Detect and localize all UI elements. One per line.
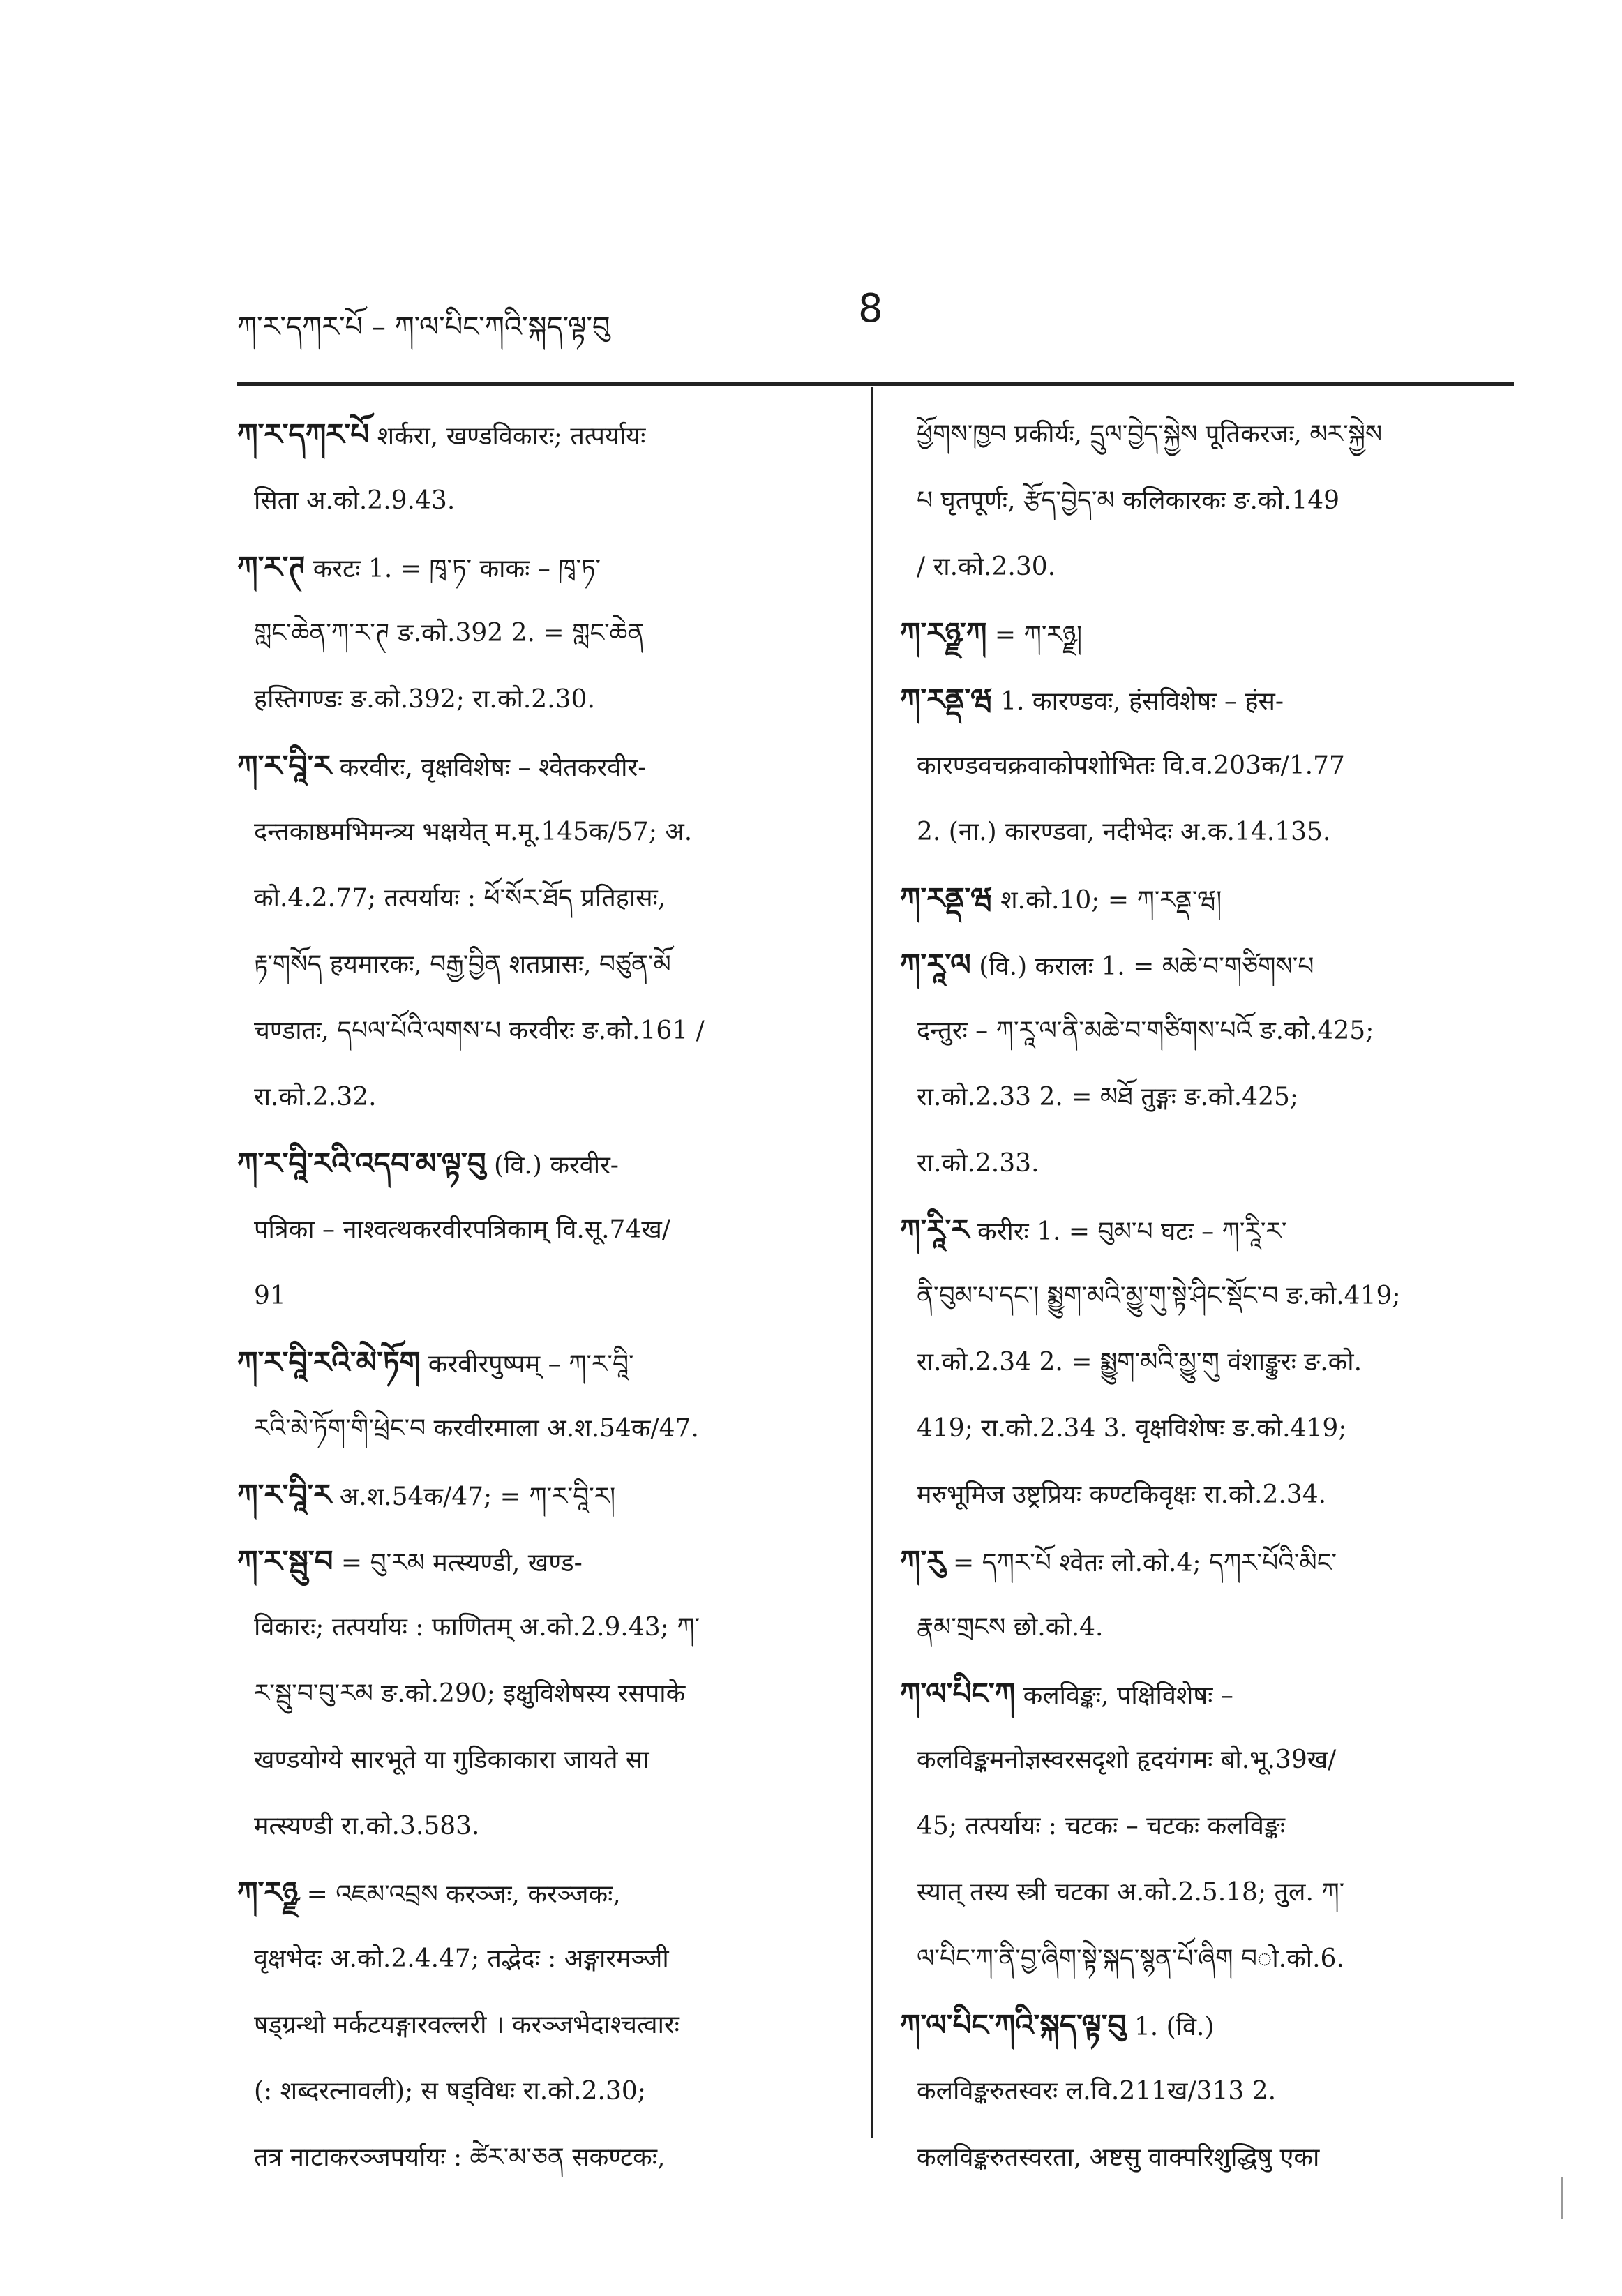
continuation-line <box>237 1793 851 1859</box>
entry-text: རྣམ་གྲངས छो.को.4. <box>917 1613 1104 1642</box>
entry-text: खण्डयोग्ये सारभूते या गुडिकाकारा जायते सा <box>254 1746 649 1774</box>
continuation-line <box>237 2058 851 2124</box>
column-divider <box>871 387 873 2138</box>
entry-text: གླང་ཆེན་ཀ་ར་ཊ ङ.को.392 2. = གླང་ཆེན <box>254 619 645 647</box>
continuation-line <box>900 467 1514 534</box>
continuation-line <box>237 1926 851 1992</box>
continuation-line <box>900 1462 1514 1528</box>
entry-text: विकारः; तत्पर्यायः : फाणितम् अ.को.2.9.43; ཀ་ <box>254 1613 700 1642</box>
entry-text: करवीरः, वृक्षविशेषः – श्वेतकरवीर- <box>339 753 647 782</box>
entry-text: = བུ་རམ मत्स्यण्डी, खण्ड- <box>340 1549 583 1577</box>
entry-text: कारण्डवचक्रवाकोपशोभितः वि.व.203क/1.77 <box>917 751 1345 780</box>
headword: ཀ་ར་སྦུ་བ <box>237 1544 333 1578</box>
continuation-line <box>900 1395 1514 1462</box>
entry-text: दन्तकाष्ठमभिमन्त्र्य भक्षयेत् म.मू.145क/57; अ. <box>254 818 693 846</box>
entry-text: वृक्षभेदः अ.को.2.4.47; तद्भेदः : अङ्गारमञ्जी <box>254 1944 669 1973</box>
continuation-line <box>900 1727 1514 1793</box>
entry-line <box>237 401 851 467</box>
entry-text: 2. (ना.) कारण्डवा, नदीभेदः अ.क.14.135. <box>917 818 1331 846</box>
entry-text: 91 <box>254 1282 286 1310</box>
headword: ཀ་རནྡ་ཝ <box>900 682 993 716</box>
headword: ཀ་རུ <box>900 1544 945 1578</box>
entry-text: རའི་མེ་ཏོག་གི་ཕྲེང་བ करवीरमाला अ.श.54क/47. <box>254 1414 699 1443</box>
entry-line <box>900 931 1514 998</box>
continuation-line <box>900 1926 1514 1992</box>
continuation-line <box>237 799 851 865</box>
headword: ཀ་ར་བཱི་རའི་འདབ་མ་ལྟ་བུ <box>237 1146 486 1180</box>
headword: ཀ་ར་དཀར་པོ <box>237 417 370 451</box>
entry-text: हस्तिगण्डः ङ.को.392; रा.को.2.30. <box>254 685 595 714</box>
entry-line <box>237 1329 851 1395</box>
scan-mark <box>1561 2177 1563 2219</box>
entry-text: रा.को.2.34 2. = སྨྱུག་མའི་མྱུ་གུ वंशाङ्कुरः ङ.को. <box>917 1348 1362 1376</box>
entry-text: कलविङ्करुतस्वरता, अष्टसु वाक्परिशुद्धिषु एका <box>917 2143 1320 2172</box>
headword: ཀ་རཱ་ལ <box>900 947 971 982</box>
continuation-line <box>900 1329 1514 1395</box>
entry-line <box>900 1196 1514 1263</box>
entry-text: शर्करा, खण्डविकारः; तत्पर्यायः <box>377 422 646 451</box>
headword: ཀ་ར་བཱི་རའི་མེ་ཏོག <box>237 1345 421 1379</box>
running-header <box>237 283 1367 352</box>
continuation-line <box>237 1594 851 1660</box>
entry-text: = འཇམ་འབྲས करञ्जः, करञ्जकः, <box>306 1880 621 1909</box>
entry-line <box>900 1992 1514 2058</box>
headword: ཀ་ལ་པིང་ཀ <box>900 1676 1016 1711</box>
entry-text: रा.को.2.33. <box>917 1149 1039 1178</box>
entry-text: पत्रिका – नाश्वत्थकरवीरपत्रिकाम् वि.सू.74ख/ <box>254 1215 670 1244</box>
entry-line <box>237 1130 851 1196</box>
left-column <box>237 401 851 2191</box>
entry-text: 419; रा.को.2.34 3. वृक्षविशेषः ङ.को.419; <box>917 1414 1347 1443</box>
entry-text: (वि.) करवीर- <box>494 1151 619 1180</box>
continuation-line <box>237 1660 851 1727</box>
continuation-line <box>900 401 1514 467</box>
entry-line <box>900 865 1514 931</box>
headword: ཀ་ལ་པིང་ཀའི་སྐད་ལྟ་བུ <box>900 2008 1127 2042</box>
entry-text: 1. कारण्डवः, हंसविशेषः – हंस- <box>1000 687 1284 716</box>
entry-text: པ घृतपूर्णः, རྩོད་བྱེད་མ कलिकारकः ङ.को.149 <box>917 486 1340 515</box>
entry-line <box>237 534 851 600</box>
entry-text: रा.को.2.33 2. = མཐོ तुङ्गः ङ.को.425; <box>917 1083 1299 1111</box>
entry-text: ར་སྦུ་བ་བུ་རམ ङ.को.290; इक्षुविशेषस्य रसपाके <box>254 1679 686 1708</box>
continuation-line <box>900 1859 1514 1926</box>
entry-text: 45; तत्पर्यायः : चटकः – चटकः कलविङ्कः <box>917 1812 1285 1840</box>
entry-text: षड्ग्रन्थो मर्कटयङ्गारवल्लरी । करञ्जभेदाश्चत्वारः <box>254 2011 679 2039</box>
continuation-line <box>237 1196 851 1263</box>
entry-text: को.4.2.77; तत्पर्यायः : ཕོ་སོར་ཐོད प्रतिहासः, <box>254 884 666 913</box>
headword: ཀ་རཉྫ <box>237 1875 299 1909</box>
entry-text: (वि.) करालः 1. = མཆེ་བ་གཙིགས་པ <box>979 952 1314 981</box>
continuation-line <box>237 467 851 534</box>
running-head: ཀ་ར་དཀར་པོ – ཀ་ལ་པིང་ཀའི་སྐད་ལྟ་བུ <box>237 311 610 343</box>
entry-line <box>900 1528 1514 1594</box>
entry-line <box>237 733 851 799</box>
continuation-line <box>237 666 851 733</box>
continuation-line <box>900 799 1514 865</box>
entry-text: (: शब्दरत्नावली); स षड्विधः रा.को.2.30; <box>254 2077 646 2106</box>
entry-text: सिता अ.को.2.9.43. <box>254 486 456 515</box>
header-rule <box>237 382 1514 386</box>
entry-text: कलविङ्कः, पक्षिविशेषः – <box>1023 1681 1233 1710</box>
continuation-line <box>237 2124 851 2191</box>
page-number: 8 <box>858 286 883 331</box>
entry-text: करीरः 1. = བུམ་པ घटः – ཀ་རཱི་ར་ <box>977 1217 1287 1246</box>
entry-line <box>237 1528 851 1594</box>
continuation-line <box>900 1130 1514 1196</box>
entry-text: अ.श.54क/47; = ཀ་ར་བཱི་ར། <box>339 1483 616 1511</box>
continuation-line <box>900 998 1514 1064</box>
entry-text: ཕྱོགས་ཁྱབ प्रकीर्यः, དྲུལ་བྱེད་སྐྱེས पूतिकरजः, མར་སྐྱེས <box>917 420 1383 449</box>
headword: ཀ་ར་ཊ <box>237 550 306 584</box>
entry-line <box>900 666 1514 733</box>
headword: ཀ་རཱི་ར <box>900 1213 970 1247</box>
continuation-line <box>900 2124 1514 2191</box>
continuation-line <box>900 1594 1514 1660</box>
entry-text: ནི་བུམ་པ་དང་། སྨྱུག་མའི་མྱུ་གུ་སྟེ་ཤིང་སྡོང་བ ङ.को.419; <box>917 1282 1401 1310</box>
continuation-line <box>900 1263 1514 1329</box>
entry-text: करटः 1. = ཁྭ་ཏ་ काकः – ཁྭ་ཏ་ <box>313 555 601 583</box>
entry-text: / रा.को.2.30. <box>917 553 1056 581</box>
headword: ཀ་རནྡ་ཝ <box>900 881 993 915</box>
entry-text: རྟ་གསོད हयमारकः, བརྒྱ་བྱིན शतप्रासः, བཙུན་མོ <box>254 950 671 979</box>
continuation-line <box>900 733 1514 799</box>
entry-line <box>900 600 1514 666</box>
entry-text: कलविङ्करुतस्वरः ल.वि.211ख/313 2. <box>917 2077 1277 2106</box>
headword: ཀ་ར་བཱི་ར <box>237 749 332 783</box>
continuation-line <box>900 1793 1514 1859</box>
entry-text: कलविङ्कमनोज्ञस्वरसदृशो हृदयंगमः बो.भू.39ख/ <box>917 1746 1337 1774</box>
continuation-line <box>237 600 851 666</box>
entry-text: = དཀར་པོ श्वेतः लो.को.4; དཀར་པོའི་མིང་ <box>953 1549 1337 1577</box>
entry-text: 1. (वि.) <box>1134 2013 1215 2041</box>
continuation-line <box>237 865 851 931</box>
entry-text: तत्र नाटाकरञ्जपर्यायः : ཚེར་མ་ཅན सकण्टकः, <box>254 2143 666 2172</box>
continuation-line <box>237 1992 851 2058</box>
entry-text: स्यात् तस्य स्त्री चटका अ.को.2.5.18; तुल. ཀ་ <box>917 1878 1345 1907</box>
continuation-line <box>900 1064 1514 1130</box>
headword: ཀ་རཉྫ་ཀ <box>900 616 987 650</box>
headword: ཀ་ར་བཱི་ར <box>237 1478 332 1512</box>
entry-text: = ཀ་རཉྫ། <box>994 621 1083 650</box>
continuation-line <box>237 931 851 998</box>
entry-line <box>237 1859 851 1926</box>
entry-text: रा.को.2.32. <box>254 1083 377 1111</box>
entry-text: श.को.10; = ཀ་རནྡ་ཝ། <box>1000 886 1222 915</box>
continuation-line <box>237 1064 851 1130</box>
continuation-line <box>237 1263 851 1329</box>
entry-text: दन्तुरः – ཀ་རཱ་ལ་ནི་མཆེ་བ་གཙིགས་པའོ ङ.को.425; <box>917 1016 1374 1045</box>
entry-text: चण्डातः, དཔལ་པོའི་ལགས་པ करवीरः ङ.को.161 / <box>254 1016 705 1045</box>
continuation-line <box>237 1727 851 1793</box>
continuation-line <box>237 1395 851 1462</box>
continuation-line <box>900 534 1514 600</box>
entry-line <box>237 1462 851 1528</box>
continuation-line <box>237 998 851 1064</box>
entry-text: मत्स्यण्डी रा.को.3.583. <box>254 1812 480 1840</box>
entry-text: ལ་པིང་ཀ་ནི་བྱ་ཞིག་སྟེ་སྐད་སྙན་པོ་ཞིག བो.को.6. <box>917 1944 1344 1973</box>
right-column <box>900 401 1514 2191</box>
continuation-line <box>900 2058 1514 2124</box>
entry-text: मरुभूमिज उष्ट्रप्रियः कण्टकिवृक्षः रा.को.2.34. <box>917 1480 1327 1509</box>
entry-text: करवीरपुष्पम् – ཀ་ར་བཱི་ <box>428 1350 634 1379</box>
entry-line <box>900 1660 1514 1727</box>
